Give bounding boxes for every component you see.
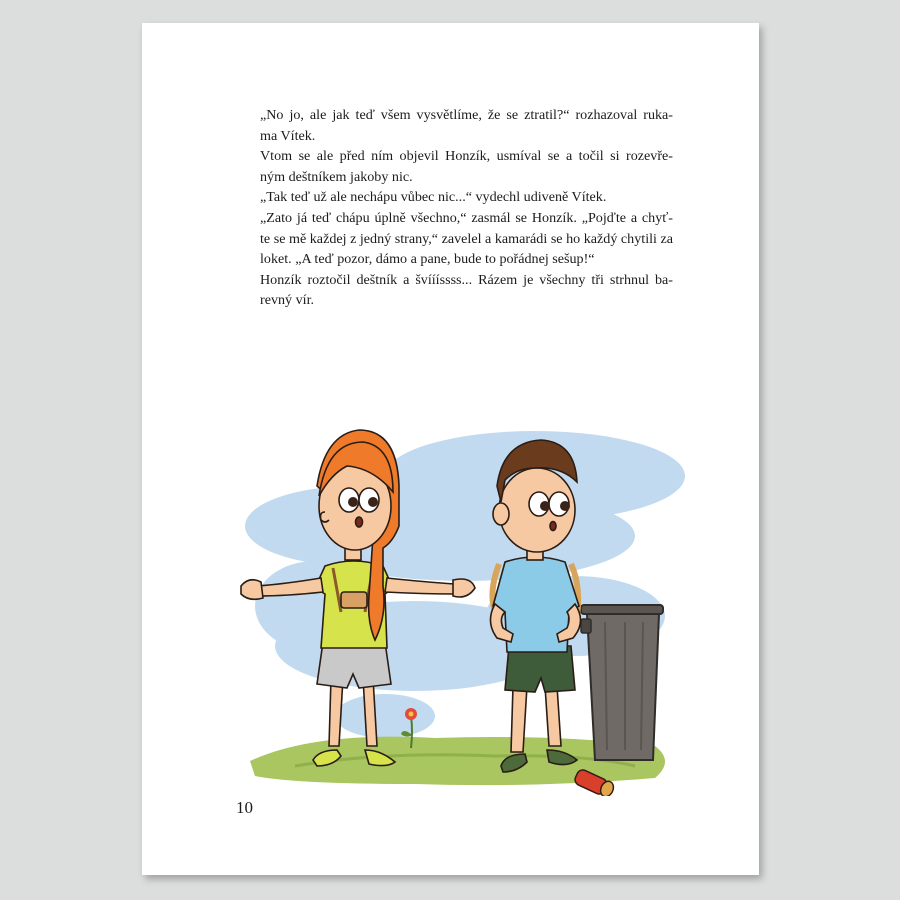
text-line: ma Vítek. <box>260 127 316 144</box>
text-line: revný vír. <box>260 292 315 309</box>
text-line: „No jo, ale jak teď všem vysvětlíme, že se ztratil?“ rozhazoval ruka- <box>260 107 673 123</box>
text-line: „Tak teď už ale nechápu vůbec nic...“ vydechl udiveně Vítek. <box>260 189 607 206</box>
trash-bin <box>581 605 663 760</box>
page-number: 10 <box>236 798 253 817</box>
paragraph <box>237 187 673 208</box>
text-line: te se mě každej z jedný strany,“ zavelel a kamarádi se ho každý chytili za <box>260 230 673 247</box>
story-text <box>237 105 673 311</box>
text-line: loket. „A teď pozor, dámo a pane, bude to pořádnej sešup!“ <box>260 251 595 268</box>
text-line: ným deštníkem jakoby nic. <box>260 168 413 185</box>
book-page <box>142 23 759 875</box>
paragraph <box>237 270 673 311</box>
boy-character <box>490 440 580 772</box>
text-line: „Zato já teď chápu úplně všechno,“ zasmál se Honzík. „Pojďte a chyť- <box>260 209 673 226</box>
text-line: Vtom se ale před ním objevil Honzík, usmíval se a točil si rozevře- <box>260 148 673 165</box>
illustration <box>235 416 685 796</box>
paragraph <box>237 208 673 270</box>
paragraph <box>237 105 673 146</box>
paragraph <box>237 146 673 187</box>
text-line: Honzík roztočil deštník a švíííssss... Rázem je všechny tři strhnul ba- <box>260 271 673 288</box>
